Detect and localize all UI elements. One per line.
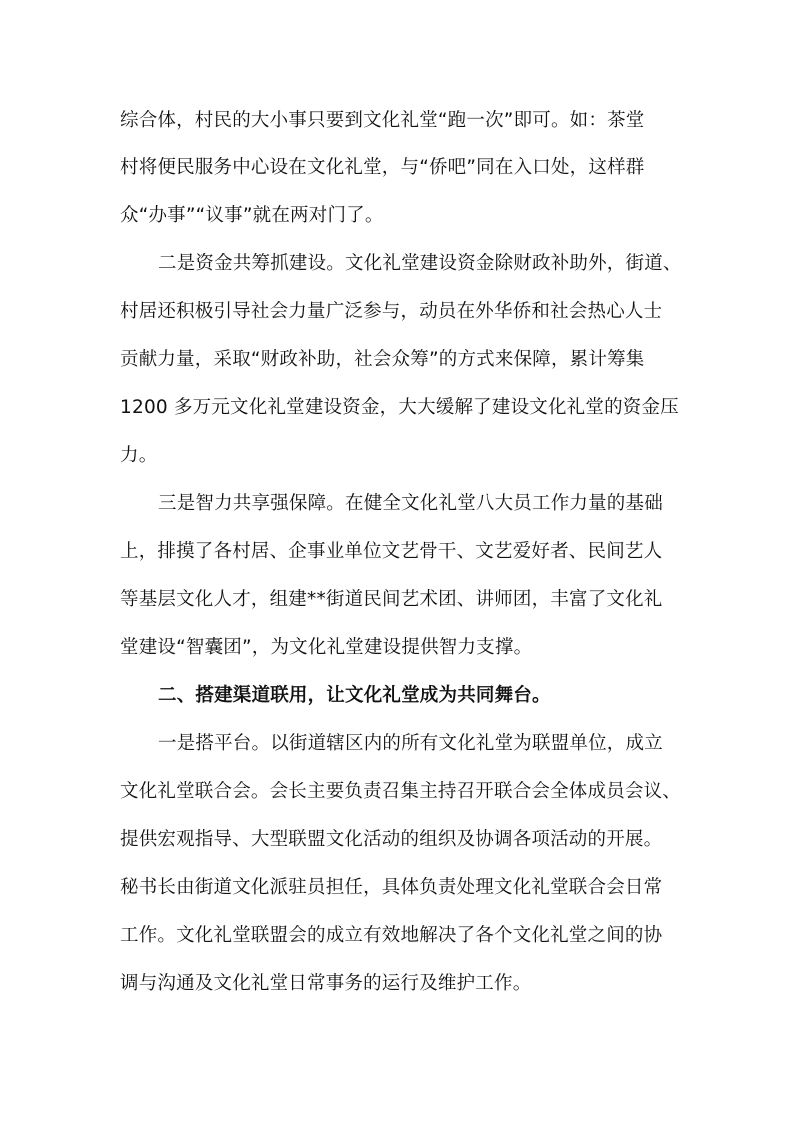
text-line: 村将便民服务中心设在文化礼堂，与“侨吧”同在入口处，这样群 [120, 157, 645, 178]
paragraph-funding: 二是资金共筹抓建设。文化礼堂建设资金除财政补助外，街道、 [158, 253, 682, 274]
text-line: 堂建设“智囊团”，为文化礼堂建设提供智力支撑。 [120, 637, 533, 658]
text-line: 文化礼堂联合会。会长主要负责召集主持召开联合会全体成员会议、 [120, 781, 682, 802]
text-line: 调与沟通及文化礼堂日常事务的运行及维护工作。 [120, 973, 532, 994]
text-line: 1200 多万元文化礼堂建设资金，大大缓解了建设文化礼堂的资金压 [120, 397, 679, 418]
paragraph-talent: 三是智力共享强保障。在健全文化礼堂八大员工作力量的基础 [158, 493, 663, 514]
paragraph-platform: 一是搭平台。以街道辖区内的所有文化礼堂为联盟单位，成立 [158, 733, 663, 754]
text-line: 上，排摸了各村居、企事业单位文艺骨干、文艺爱好者、民间艺人 [120, 541, 663, 562]
text-line: 众“办事”“议事”就在两对门了。 [120, 205, 384, 226]
text-line: 提供宏观指导、大型联盟文化活动的组织及协调各项活动的开展。 [120, 829, 663, 850]
text-line: 综合体，村民的大小事只要到文化礼堂“跑一次”即可。如：茶堂 [120, 110, 645, 131]
text-line: 等基层文化人才，组建**街道民间艺术团、讲师团，丰富了文化礼 [120, 589, 663, 610]
text-line: 村居还积极引导社会力量广泛参与，动员在外华侨和社会热心人士 [120, 301, 663, 322]
text-line: 贡献力量，采取“财政补助，社会众筹”的方式来保障，累计筹集 [120, 349, 645, 370]
text-line: 秘书长由街道文化派驻员担任，具体负责处理文化礼堂联合会日常 [120, 877, 663, 898]
section-heading: 二、搭建渠道联用，让文化礼堂成为共同舞台。 [158, 685, 551, 706]
text-line: 工作。文化礼堂联盟会的成立有效地解决了各个文化礼堂之间的协 [120, 925, 663, 946]
text-line: 力。 [120, 445, 158, 466]
